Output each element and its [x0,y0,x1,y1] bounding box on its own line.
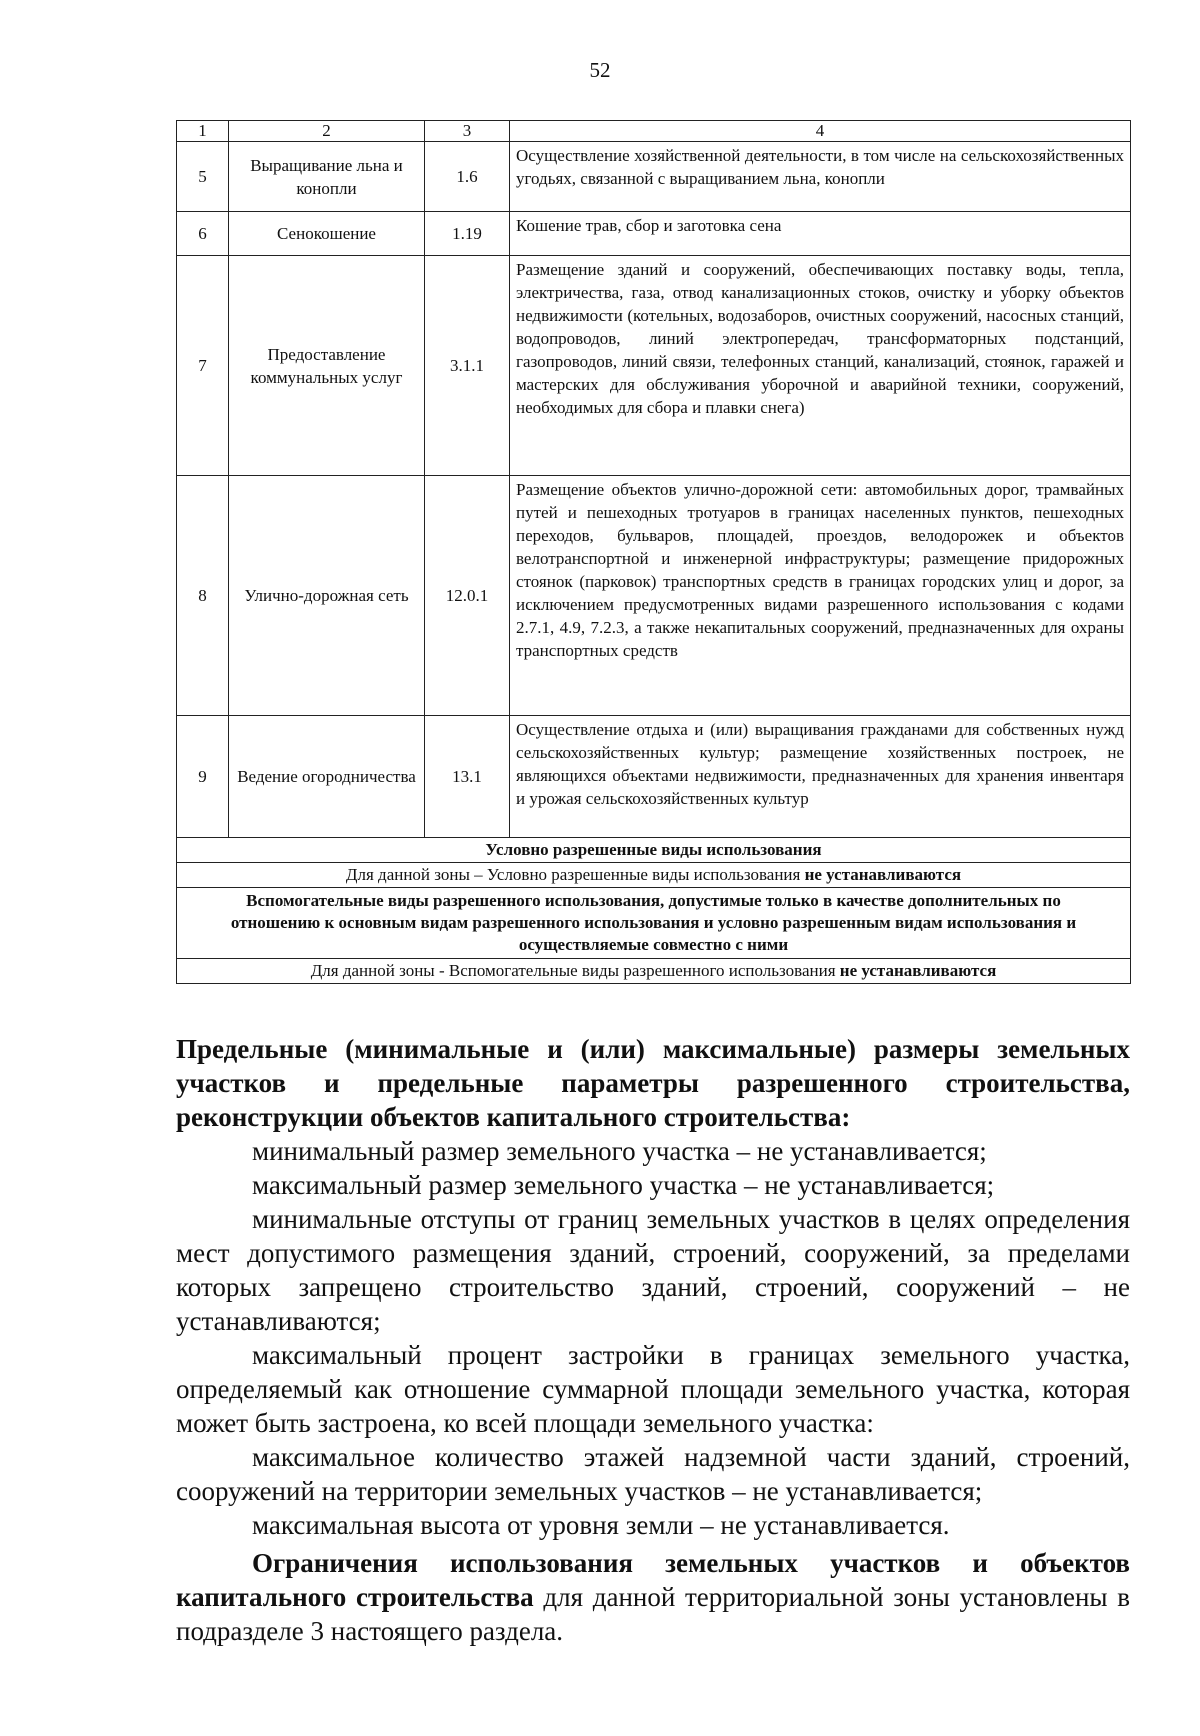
parameter-paragraph: максимальный размер земельного участка – не устанавливается; [252,1170,995,1200]
use-code: 13.1 [425,716,510,838]
parameter-paragraph: минимальный размер земельного участка – не устанавливается; [252,1136,987,1166]
conditional-note-row [177,863,1131,888]
table-row [177,212,1131,256]
table-row [177,142,1131,212]
header-cell: 2 [229,121,425,142]
use-name: Предоставление коммунальных услуг [229,256,425,476]
use-code: 1.19 [425,212,510,256]
land-use-table [176,120,1131,984]
use-name: Сенокошение [229,212,425,256]
use-description: Размещение зданий и сооружений, обеспечивающих поставку воды, тепла, электричества, газа, отвод канализационных стоков, очистку и уборку объектов недвижимости (котельных, водозаборов, очистных сооружений, насосных станций, водопроводов, линий электропередач, трансформаторных подстанций, газопроводов, линий связи, телефонных станций, канализаций, стоянок, гаражей и мастерских для обслуживания уборочной и аварийной техники, сооружений, необходимых для сбора и плавки снега) [510,256,1131,476]
parameter-paragraph: максимальный процент застройки в границах земельного участка, определяемый как отношение суммарной площади земельного участка, которая может быть застроена, ко всей площади земельного участка: [176,1340,1130,1438]
use-code: 12.0.1 [425,476,510,716]
note-text: Для данной зоны – Условно разрешенные виды использования [345,865,805,884]
note-emphasis: не устанавливаются [804,865,962,884]
auxiliary-uses-title: Вспомогательные виды разрешенного использования, допустимые только в качестве дополнительных по отношению к основным видам разрешенного использования и условно разрешенным видам использования и осуществляемые совместно с ними [177,888,1131,959]
note-emphasis: не устанавливаются [839,961,997,980]
auxiliary-uses-note [177,959,1131,984]
table-row [177,716,1131,838]
limitations-heading: Ограничения использования земельных участков и объектов капитального строительства [176,1548,1130,1612]
table-header-row [177,121,1131,142]
conditional-uses-note [177,863,1131,888]
table-row [177,256,1131,476]
use-name: Ведение огородничества [229,716,425,838]
use-description: Размещение объектов улично-дорожной сети: автомобильных дорог, трамвайных путей и пешеходных тротуаров в границах населенных пунктов, пешеходных переходов, бульваров, площадей, проездов, велодорожек и объектов велотранспортной и инженерной инфраструктуры; размещение придорожных стоянок (парковок) транспортных средств в границах городских улиц и дорог, за исключением предусмотренных видами разрешенного использования с кодами 2.7.1, 4.9, 7.2.3, а также некапитальных сооружений, предназначенных для охраны транспортных средств [510,476,1131,716]
use-code: 1.6 [425,142,510,212]
table-row [177,476,1131,716]
use-description: Кошение трав, сбор и заготовка сена [510,212,1131,256]
use-code: 3.1.1 [425,256,510,476]
use-description: Осуществление хозяйственной деятельности, в том числе на сельскохозяйственных угодьях, связанной с выращиванием льна, конопли [510,142,1131,212]
section-heading: Предельные (минимальные и (или) максимальные) размеры земельных участков и предельные параметры разрешенного строительства, реконструкции объектов капитального строительства: [176,1034,1130,1132]
row-number: 6 [177,212,229,256]
note-text: Для данной зоны - Вспомогательные виды разрешенного использования [310,961,840,980]
parameter-paragraph: максимальная высота от уровня земли – не устанавливается. [252,1510,950,1540]
use-description: Осуществление отдыха и (или) выращивания гражданами для собственных нужд сельскохозяйственных культур; размещение хозяйственных построек, не являющихся объектами недвижимости, предназначенных для хранения инвентаря и урожая сельскохозяйственных культур [510,716,1131,838]
conditional-uses-title: Условно разрешенные виды использования [177,838,1131,863]
use-name: Улично-дорожная сеть [229,476,425,716]
header-cell: 1 [177,121,229,142]
page-number: 52 [589,58,611,82]
limitations-text: для данной территориальной зоны установлены в подразделе 3 настоящего раздела. [176,1582,1130,1646]
auxiliary-title-row [177,888,1131,959]
parameter-paragraph: максимальное количество этажей надземной части зданий, строений, сооружений на территории земельных участков – не устанавливается; [176,1442,1130,1506]
parameters-list [176,1134,1130,1648]
row-number: 9 [177,716,229,838]
conditional-title-row [177,838,1131,863]
parameter-paragraph: минимальные отступы от границ земельных участков в целях определения мест допустимого размещения зданий, строений, сооружений, за пределами которых запрещено строительство зданий, строений, сооружений – не устанавливаются; [176,1204,1130,1336]
row-number: 7 [177,256,229,476]
header-cell: 4 [510,121,1131,142]
auxiliary-note-row [177,959,1131,984]
row-number: 8 [177,476,229,716]
use-name: Выращивание льна и конопли [229,142,425,212]
limitations-paragraph [176,1546,1130,1648]
header-cell: 3 [425,121,510,142]
row-number: 5 [177,142,229,212]
